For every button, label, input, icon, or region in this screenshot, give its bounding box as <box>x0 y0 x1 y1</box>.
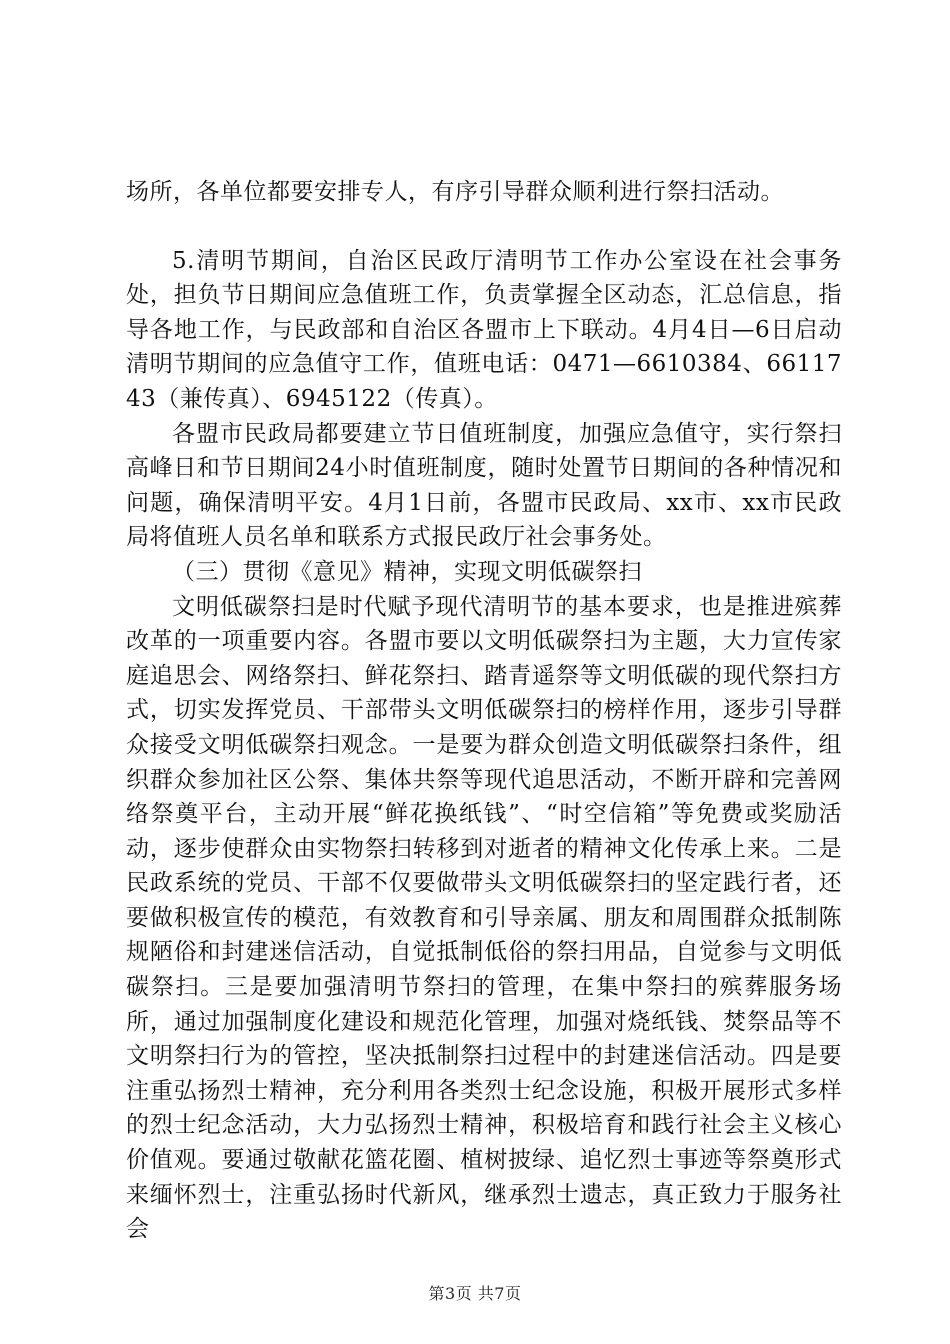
paragraph-civilized-sweeping: 文明低碳祭扫是时代赋予现代清明节的基本要求，也是推进殡葬改革的一项重要内容。各盟市要以文明低碳祭扫为主题，大力宣传家庭追思会、网络祭扫、鲜花祭扫、踏青遥祭等文明低碳的现代祭扫方式，切实发挥党员、干部带头文明低碳祭扫的榜样作用，逐步引导群众接受文明低碳祭扫观念。一是要为群众创造文明低碳祭扫条件，组织群众参加社区公祭、集体共祭等现代追思活动，不断开辟和完善网络祭奠平台，主动开展“鲜花换纸钱”、“时空信箱”等免费或奖励活动，逐步使群众由实物祭扫转移到对逝者的精神文化传承上来。二是民政系统的党员、干部不仅要做带头文明低碳祭扫的坚定践行者，还要做积极宣传的模范，有效教育和引导亲属、朋友和周围群众抵制陈规陋俗和封建迷信活动，自觉抵制低俗的祭扫用品，自觉参与文明低碳祭扫。三是要加强清明节祭扫的管理，在集中祭扫的殡葬服务场所，通过加强制度化建设和规范化管理，加强对烧纸钱、焚祭品等不文明祭扫行为的管控，坚决抵制祭扫过程中的封建迷信活动。四是要注重弘扬烈士精神，充分利用各类烈士纪念设施，积极开展形式多样的烈士纪念活动，大力弘扬烈士精神，积极培育和践行社会主义核心价值观。要通过敬献花篮花圈、植树披绿、追忆烈士事迹等祭奠形式来缅怀烈士，注重弘扬时代新风，继承烈士遗志，真正致力于服务社会 <box>126 593 842 1243</box>
document-body <box>126 175 842 1247</box>
paragraph-continuation: 场所，各单位都要安排专人，有序引导群众顺利进行祭扫活动。 <box>126 179 784 205</box>
paragraph-duty-system: 各盟市民政局都要建立节日值班制度，加强应急值守，实行祭扫高峰日和节日期间24小时值班制度，随时处置节日期间的各种情况和问题，确保清明平安。4月1日前，各盟市民政局、xx市、xx市民政局将值班人员名单和联系方式报民政厅社会事务处。 <box>126 420 842 551</box>
section-heading: （三）贯彻《意见》精神，实现文明低碳祭扫 <box>172 558 642 585</box>
page-number: 第3页 共7页 <box>428 1284 522 1303</box>
paragraph-item-5: 5.清明节期间，自治区民政厅清明节工作办公室设在社会事务处，担负节日期间应急值班工作，负责掌握全区动态，汇总信息，指导各地工作，与民政部和自治区各盟市上下联动。4月4日—6日启动清明节期间的应急值守工作，值班电话：0471—6610384、6611743（兼传真）、6945122（传真）。 <box>126 247 842 412</box>
